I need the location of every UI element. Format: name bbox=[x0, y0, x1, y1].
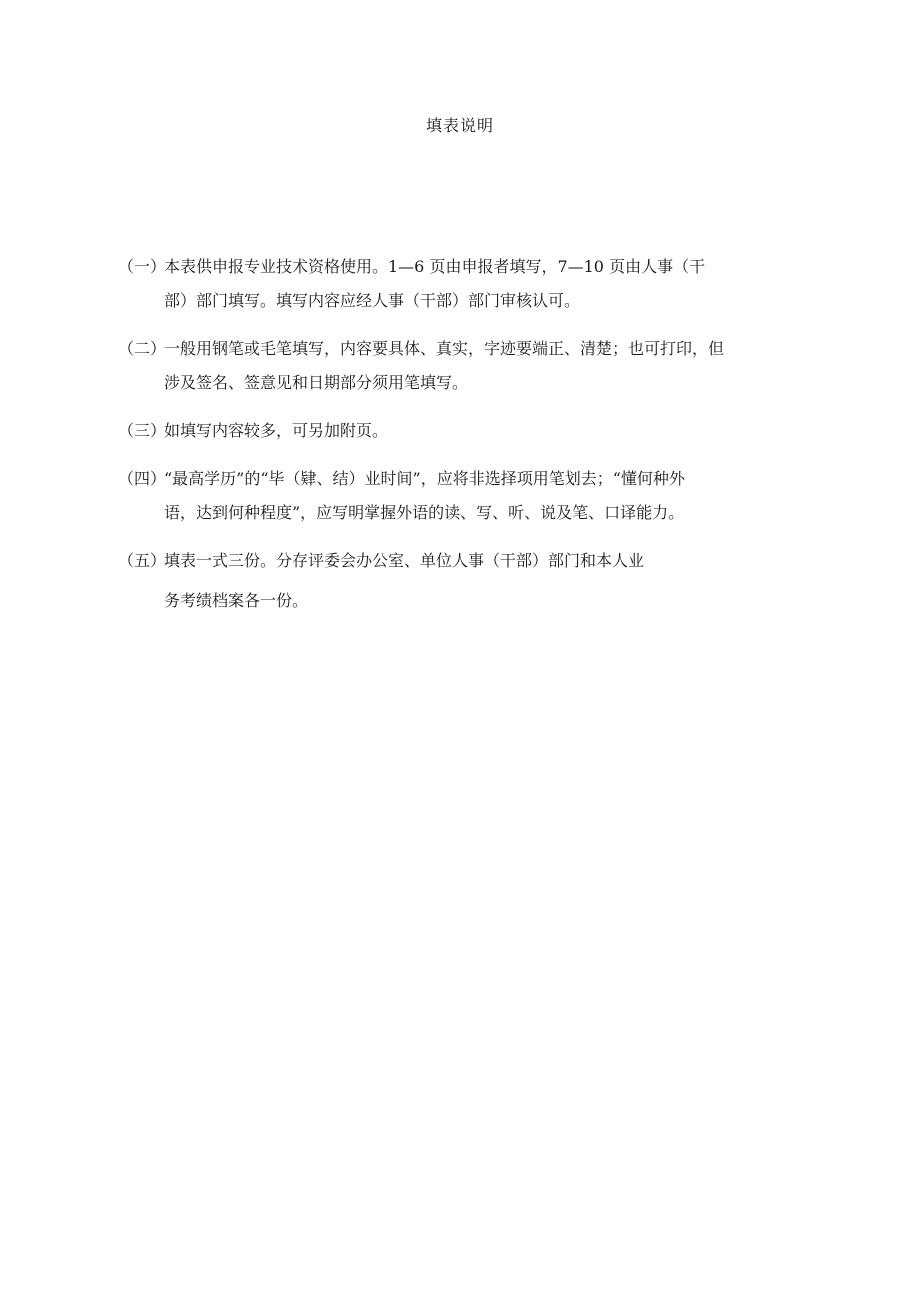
item-number: （四） bbox=[118, 469, 167, 488]
item-number: （二） bbox=[118, 339, 167, 358]
item-text: 一般用钢笔或毛笔填写，内容要具体、真实，字迹要端正、清楚；也可打印，但 bbox=[164, 339, 725, 358]
item-text: 填表一式三份。分存评委会办公室、单位人事（干部）部门和本人业 bbox=[164, 551, 645, 570]
instruction-item-2 bbox=[118, 332, 818, 400]
item-text: “最高学历”的“毕（肄、结）业时间”，应将非选择项用笔划去；“懂何种外 bbox=[164, 469, 685, 488]
instructions-list bbox=[118, 250, 818, 632]
item-text-continued: 涉及签名、签意见和日期部分须用笔填写。 bbox=[164, 373, 469, 392]
instruction-item-5 bbox=[118, 544, 818, 618]
item-text-continued: 部）部门填写。填写内容应经人事（干部）部门审核认可。 bbox=[164, 291, 581, 310]
item-number: （三） bbox=[118, 421, 167, 440]
instruction-item-3 bbox=[118, 414, 818, 448]
item-number: （一） bbox=[118, 257, 167, 276]
item-text-continued: 务考绩档案各一份。 bbox=[164, 591, 309, 610]
instruction-item-4 bbox=[118, 462, 818, 530]
item-text: 如填写内容较多，可另加附页。 bbox=[164, 421, 389, 440]
item-number: （五） bbox=[118, 551, 167, 570]
instruction-item-1 bbox=[118, 250, 818, 318]
item-text-continued: 语，达到何种程度”，应写明掌握外语的读、写、听、说及笔、口译能力。 bbox=[164, 503, 685, 522]
page-title: 填表说明 bbox=[425, 116, 494, 135]
item-text: 本表供申报专业技术资格使用。1—6 页由申报者填写，7—10 页由人事（干 bbox=[164, 257, 706, 276]
